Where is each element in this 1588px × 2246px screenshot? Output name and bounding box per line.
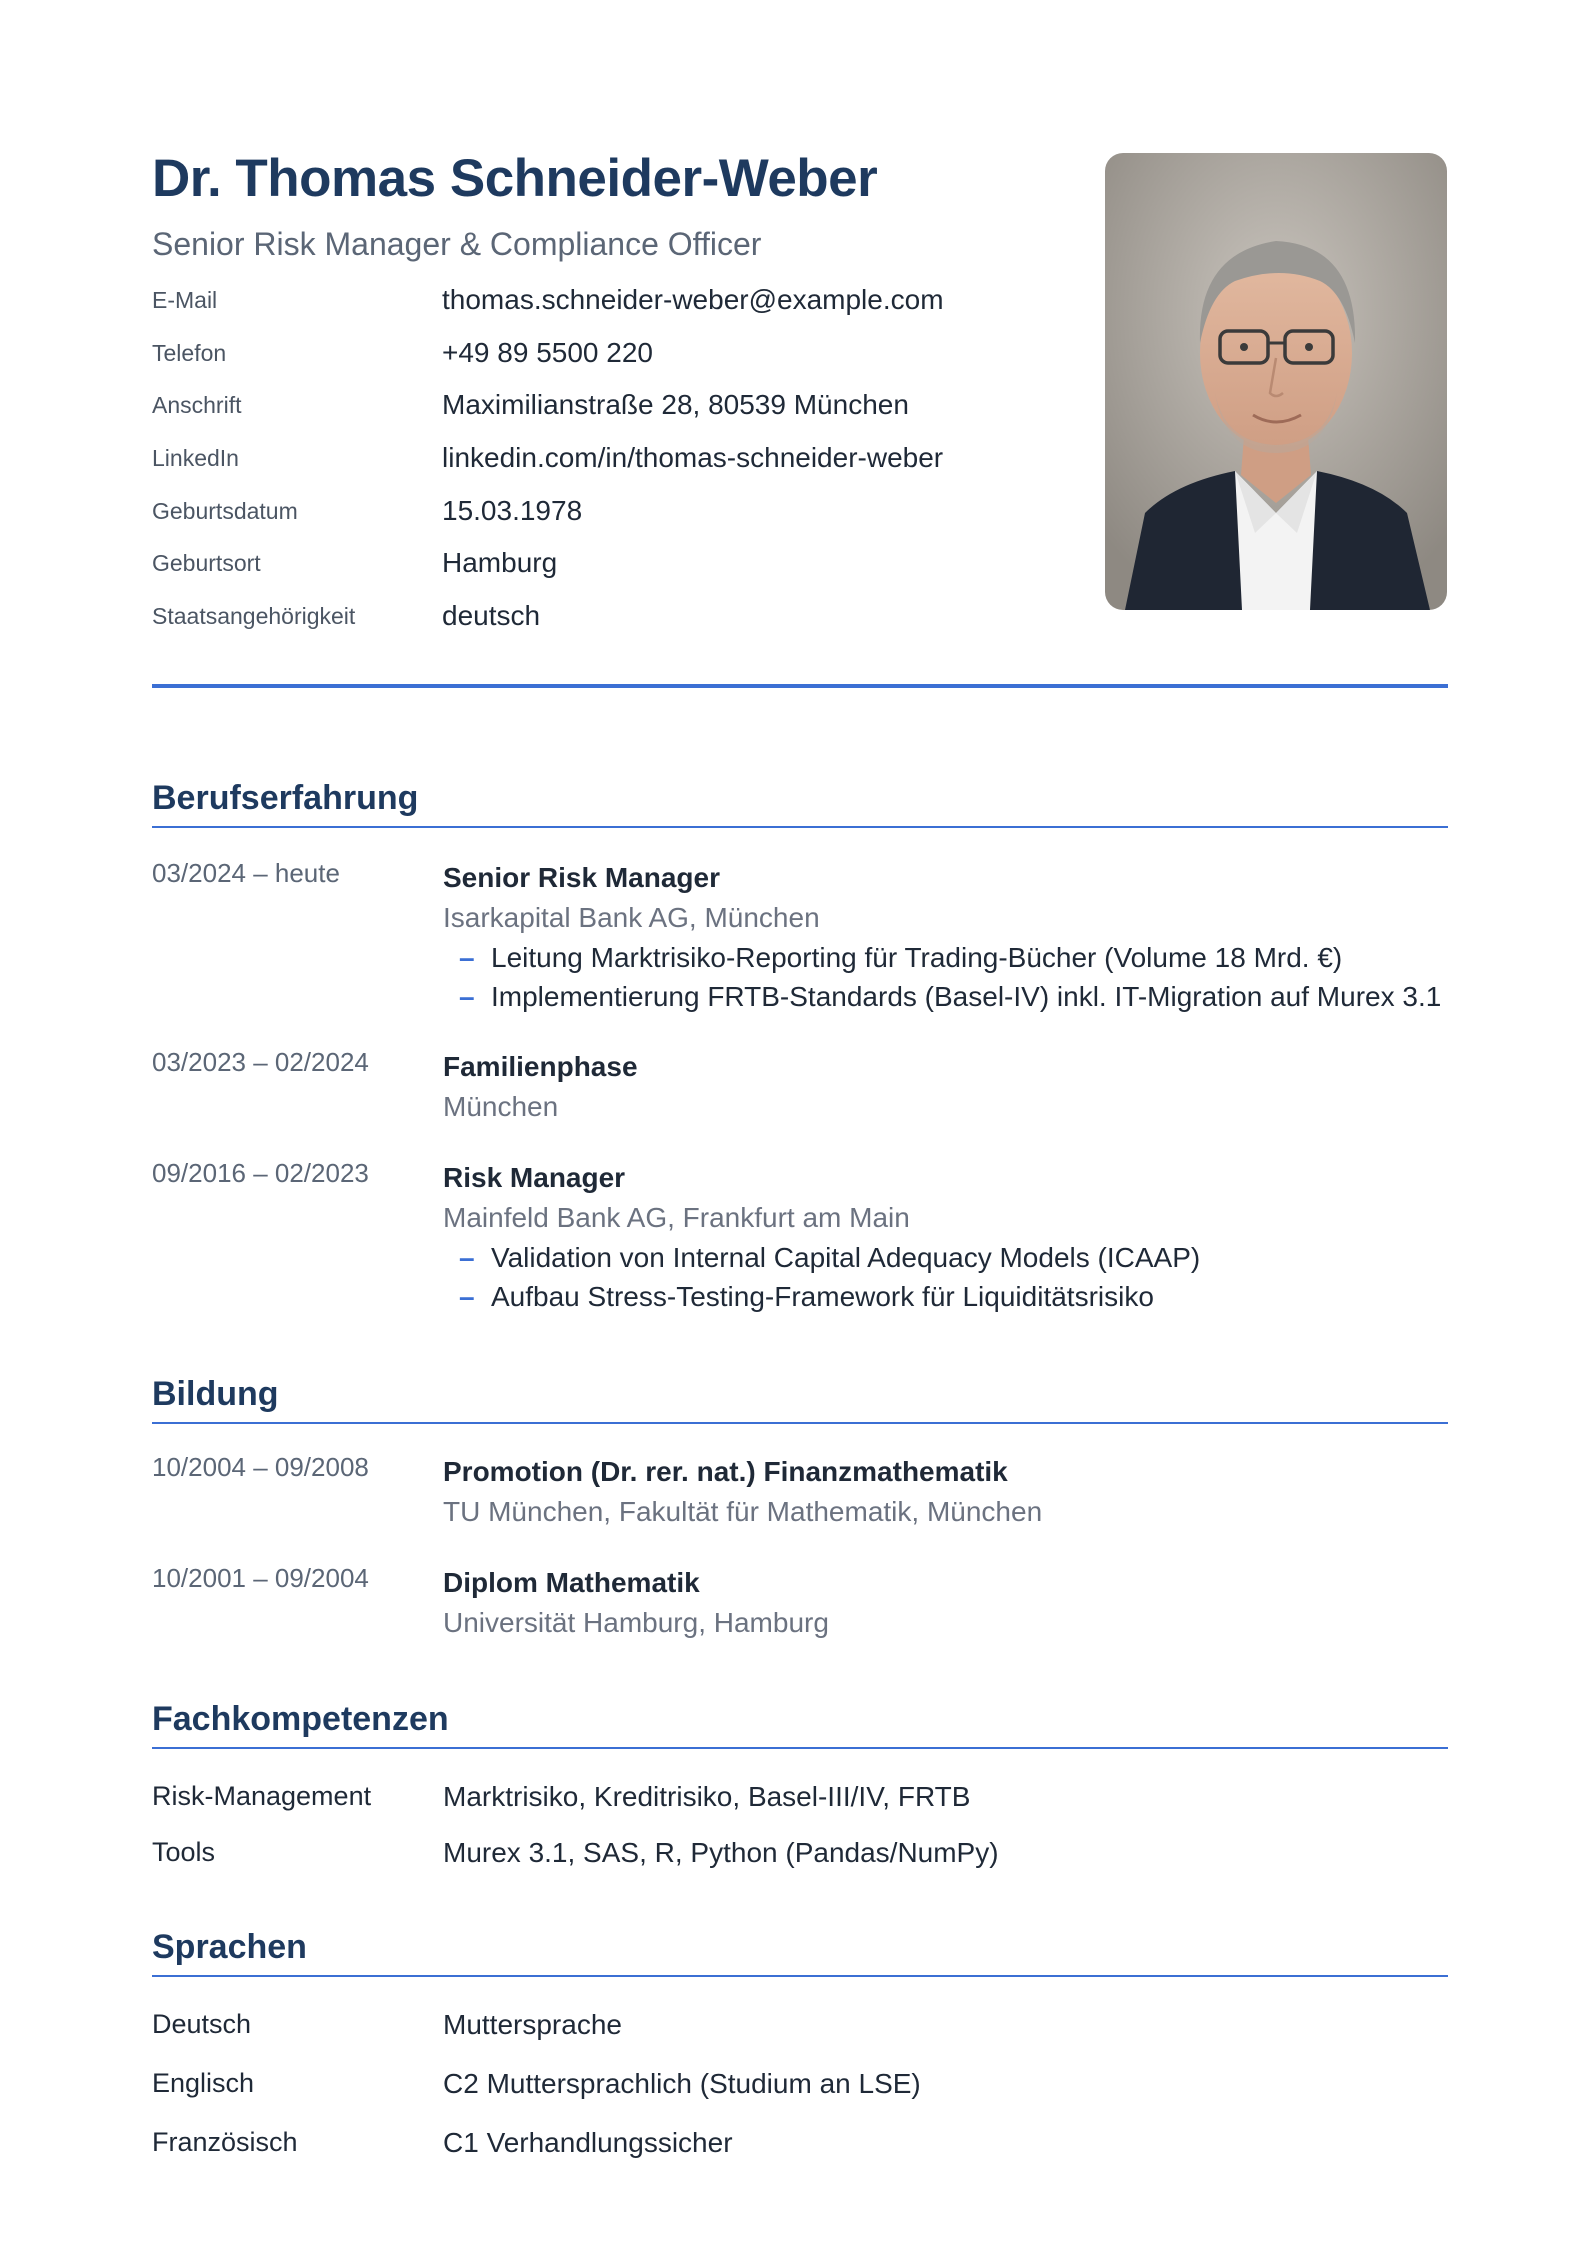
entry-employer: München [443, 1091, 559, 1122]
skill-label: Tools [152, 1837, 216, 1867]
contact-label: Staatsangehörigkeit [152, 603, 356, 630]
section-title: Fachkompetenzen [152, 1700, 449, 1738]
dash-icon: – [459, 1242, 475, 1273]
contact-label: Geburtsort [152, 550, 261, 577]
contact-row-birthplace [152, 547, 1052, 600]
person-name: Dr. Thomas Schneider-Weber [152, 149, 878, 208]
experience-section [152, 774, 1448, 1334]
email-value: thomas.schneider-weber@example.com [442, 284, 944, 315]
entry-title: Promotion (Dr. rer. nat.) Finanzmathematik [443, 1456, 1008, 1487]
contact-label: E-Mail [152, 287, 218, 313]
section-title: Bildung [152, 1375, 279, 1413]
languages-section [152, 1923, 1448, 2173]
skill-label: Risk-Management [152, 1781, 372, 1811]
bullet-text: Validation von Internal Capital Adequacy Models (ICAAP) [491, 1242, 1201, 1273]
contact-row-phone [152, 337, 1052, 390]
contact-label: Anschrift [152, 392, 242, 419]
bullet-text: Implementierung FRTB-Standards (Basel-IV) inkl. IT-Migration auf Murex 3.1 [491, 981, 1442, 1012]
entry-employer: Isarkapital Bank AG, München [443, 902, 820, 933]
entry-date: 10/2001 – 09/2004 [152, 1563, 369, 1593]
skill-row [152, 1837, 1448, 1877]
language-level: Muttersprache [443, 2009, 622, 2040]
section-divider [152, 1975, 1448, 1977]
contact-label: Telefon [152, 339, 227, 366]
contact-row-nationality [152, 600, 1052, 653]
skill-value: Murex 3.1, SAS, R, Python (Pandas/NumPy) [443, 1837, 999, 1868]
bullet-item [443, 977, 1448, 1016]
entry-date: 03/2023 – 02/2024 [152, 1047, 369, 1077]
section-title: Sprachen [152, 1928, 307, 1966]
language-row [152, 2068, 1448, 2108]
contact-row-birthdate [152, 495, 1052, 548]
bullet-item [443, 1277, 1448, 1316]
contact-label: Geburtsdatum [152, 497, 298, 524]
header-divider [152, 684, 1448, 688]
dash-icon: – [459, 1281, 475, 1312]
education-section [152, 1370, 1448, 1660]
language-level: C2 Muttersprachlich (Studium an LSE) [443, 2068, 921, 2099]
address-value: Maximilianstraße 28, 80539 München [442, 389, 909, 421]
language-row [152, 2009, 1448, 2049]
contact-label: LinkedIn [152, 445, 239, 472]
entry-title: Risk Manager [443, 1162, 626, 1193]
section-divider [152, 1747, 1448, 1749]
section-title: Berufserfahrung [152, 779, 419, 817]
skills-section [152, 1695, 1448, 1885]
entry-body [443, 858, 1448, 1016]
entry-body [443, 1158, 1448, 1316]
language-row [152, 2127, 1448, 2167]
birthplace-value: Hamburg [442, 547, 558, 579]
entry-body [443, 1047, 1448, 1127]
entry-title: Senior Risk Manager [443, 862, 720, 893]
entry-institution: TU München, Fakultät für Mathematik, München [443, 1496, 1043, 1527]
entry-date: 10/2004 – 09/2008 [152, 1452, 369, 1482]
language-label: Englisch [152, 2068, 255, 2098]
language-label: Deutsch [152, 2009, 252, 2039]
dash-icon: – [459, 942, 475, 973]
entry-body [443, 1452, 1448, 1532]
entry-institution: Universität Hamburg, Hamburg [443, 1607, 829, 1638]
contact-row-address [152, 389, 1052, 442]
nationality-value: deutsch [442, 600, 541, 632]
contact-row-linkedin [152, 442, 1052, 495]
birthdate-value: 15.03.1978 [442, 494, 583, 526]
entry-date: 09/2016 – 02/2023 [152, 1158, 369, 1188]
entry-title: Diplom Mathematik [443, 1567, 700, 1598]
contact-details [152, 284, 1052, 653]
bullet-text: Leitung Marktrisiko-Reporting für Trading-Bücher (Volume 18 Mrd. €) [491, 942, 1343, 973]
dash-icon: – [459, 981, 475, 1012]
section-divider [152, 826, 1448, 828]
entry-employer: Mainfeld Bank AG, Frankfurt am Main [443, 1202, 910, 1233]
entry-date: 03/2024 – heute [152, 858, 340, 888]
language-label: Französisch [152, 2127, 298, 2157]
bullet-item [443, 938, 1448, 977]
bullet-text: Aufbau Stress-Testing-Framework für Liquiditätsrisiko [491, 1281, 1154, 1312]
contact-row-email [152, 284, 1052, 337]
phone-value: +49 89 5500 220 [442, 336, 653, 368]
entry-title: Familienphase [443, 1051, 638, 1082]
bullet-item [443, 1238, 1448, 1277]
linkedin-value: linkedin.com/in/thomas-schneider-weber [442, 442, 944, 474]
skill-value: Marktrisiko, Kreditrisiko, Basel-III/IV, FRTB [443, 1781, 971, 1812]
job-title: Senior Risk Manager & Compliance Officer [152, 226, 762, 262]
section-divider [152, 1422, 1448, 1424]
portrait-photo [1105, 153, 1447, 610]
entry-body [443, 1563, 1448, 1643]
entry-bullets [443, 1238, 1448, 1316]
portrait-illustration [1105, 153, 1447, 610]
language-level: C1 Verhandlungssicher [443, 2127, 733, 2158]
skill-row [152, 1781, 1448, 1821]
entry-bullets [443, 938, 1448, 1016]
